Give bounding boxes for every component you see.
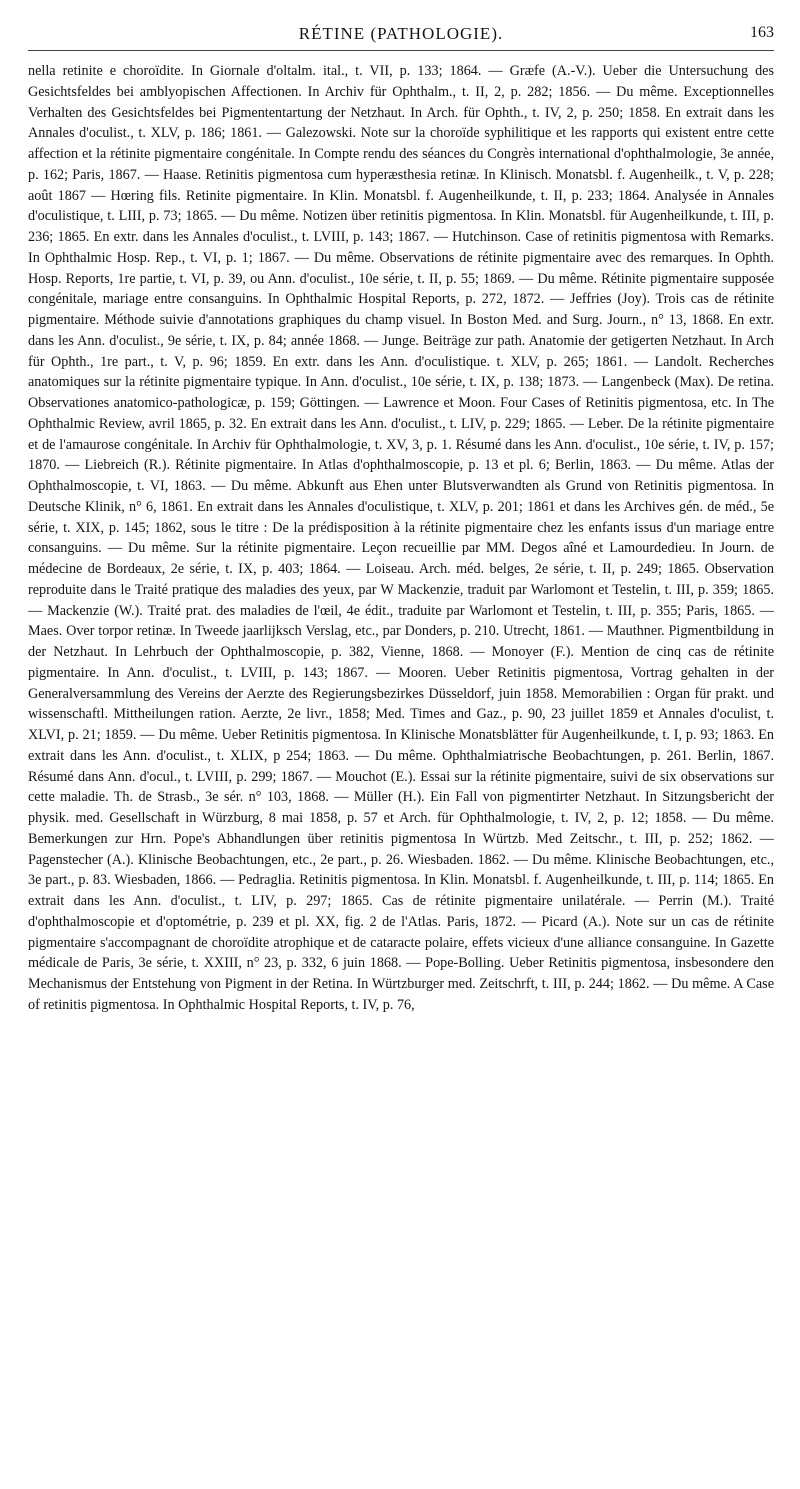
- page-number: 163: [750, 24, 774, 41]
- bibliography-paragraph: nella retinite e choroïdite. In Giornale d'oltalm. ital., t. VII, p. 133; 1864. — Græfe (A.-V.). Ueber die Untersuchung des Gesichtsfeldes bei amblyopischen Affectionen. In Archiv für Ophthalm., t. II, 2, p. 282; 1856. — Du même. Exceptionnelles Verhalten des Gesichtsfeldes bei Pigmententartung der Netzhaut. In Arch. für Ophth., t. IV, 2, p. 250; 1858. En extrait dans les Annales d'oculist., t. XLV, p. 186; 1861. — Galezowski. Note sur la choroïde syphilitique et les rapports qui existent entre cette affection et la rétinite pigmentaire congénitale. In Compte rendu des séances du Congrès international d'ophthalmologie, 3e année, p. 162; Paris, 1867. — Haase. Retinitis pigmentosa cum hyperæsthesia retinæ. In Klinisch. Monatsbl. f. Augenheilk., t. V, p. 228; août 1867 — Hœring fils. Retinite pigmentaire. In Klin. Monatsbl. f. Augenheilkunde, t. II, p. 233; 1864. Analysée in Annales d'oculistique, t. LIII, p. 73; 1865. — Du même. Notizen über retinitis pigmentosa. In Klin. Monatsbl. für Augenheilkunde, t. III, p. 236; 1865. En extr. dans les Annales d'oculist., t. LVIII, p. 143; 1867. — Hutchinson. Case of retinitis pigmentosa with Remarks. In Ophthalmic Hosp. Rep., t. VI, p. 1; 1867. — Du même. Observations de rétinite pigmentaire avec des remarques. In Ophth. Hosp. Reports, 1re partie, t. VI, p. 39, ou Ann. d'oculist., 10e série, t. II, p. 55; 1869. — Du même. Rétinite pigmentaire supposée congénitale, mariage entre consanguins. In Ophthalmic Hospital Reports, p. 272, 1872. — Jeffries (Joy). Trois cas de rétinite pigmentaire. Méthode suivie d'annotations graphiques du champ visuel. In Boston Med. and Surg. Journ., n° 13, 1868. En extr. dans les Ann. d'oculist., 9e série, t. IX, p. 84; année 1868. — Junge. Beiträge zur path. Anatomie der getigerten Netzhaut. In Arch für Ophth., 1re part., t. V, p. 96; 1859. En extr. dans les Ann. d'oculistique. t. XLV, p. 265; 1861. — Landolt. Recherches anatomiques sur la rétinite pigmentaire typique. In Ann. d'oculist., 10e série, t. IX, p. 138; 1873. — Langenbeck (Max). De retina. Observationes anatomico-pathologicæ, p. 159; Göttingen. — Lawrence et Moon. Four Cases of Retinitis pigmentosa, etc. In The Ophthalmic Review, avril 1865, p. 32. En extrait dans les Ann. d'oculist., t. LIV, p. 229; 1865. — Leber. De la rétinite pigmentaire et de l'amaurose congénitale. In Archiv für Ophthalmologie, t. XV, 3, p. 1. Résumé dans les Ann. d'oculist., 10e série, t. IV, p. 157; 1870. — Liebreich (R.). Rétinite pigmentaire. In Atlas d'ophthalmoscopie, p. 13 et pl. 6; Berlin, 1863. — Du même. Atlas der Ophthalmoscopie, t. VI, 1863. — Du même. Abkunft aus Ehen unter Blutsverwandten als Grund von Retinitis pigmentosa. In Deutsche Klinik, n° 6, 1861. En extrait dans les Annales d'oculistique, t. XLV, p. 201; 1861 et dans les Archives gén. de méd., 5e série, t. XIX, p. 145; 1862, sous le titre : De la prédisposition à la rétinite pigmentaire chez les enfants issus d'un mariage entre consanguins. — Du même. Sur la rétinite pigmentaire. Leçon recueillie par MM. Degos aîné et Lamourdedieu. In Journ. de médecine de Bordeaux, 2e série, t. IX, p. 403; 1864. — Loiseau. Arch. méd. belges, 2e série, t. II, p. 249; 1865. Observation reproduite dans le Traité pratique des maladies des yeux, par W Mackenzie, traduit par Warlomont et Testelin, t. III, p. 359; 1865. — Mackenzie (W.). Traité prat. des maladies de l'œil, 4e édit., traduite par Warlomont et Testelin, t. III, p. 355; Paris, 1865. — Maes. Over torpor retinæ. In Tweede jaarlijksch Verslag, etc., par Donders, p. 210. Utrecht, 1861. — Mauthner. Pigmentbildung in der Netzhaut. In Lehrbuch der Ophthalmoscopie, p. 382, Vienne, 1868. — Monoyer (F.). Mention de cinq cas de rétinite pigmentaire. In Ann. d'oculist., t. LVIII, p. 143; 1867. — Mooren. Ueber Retinitis pigmentosa, Vortrag gehalten in der Generalversammlung des Vereins der Aerzte des Regierungsbezirkes Düsseldorf, juin 1858. Memorabilien : Organ für prakt. und wissenschaftl. Mittheilungen ration. Aerzte, 2e livr., 1858; Med. Times and Gaz., p. 90, 23 juillet 1859 et Annales d'oculist, t. XLVI, p. 21; 1859. — Du même. Ueber Retinitis pigmentosa. In Klinische Monatsblätter für Augenheilkunde, t. I, p. 93; 1863. En extrait dans les Ann. d'oculist., t. XLIX, p 254; 1863. — Du même. Ophthalmiatrische Beobachtungen, p. 261. Berlin, 1867. Résumé dans Ann. d'ocul., t. LVIII, p. 299; 1867. — Mouchot (E.). Essai sur la rétinite pigmentaire, suivi de six observations sur cette maladie. Th. de Strasb., 3e sér. n° 103, 1868. — Müller (H.). Ein Fall von pigmentirter Netzhaut. In Sitzungsbericht der physik. med. Gesellschaft in Würzburg, 8 mai 1858, p. 57 et Arch. für Ophthalmologie, t. IV, 2, p. 12; 1858. — Du même. Bemerkungen zur Hrn. Pope's Abhandlungen über retinitis pigmentosa In Würtzb. Med Zeitschr., t. III, p. 252; 1862. — Pagenstecher (A.). Klinische Beobachtungen, etc., 2e part., p. 26. Wiesbaden. 1862. — Du même. Klinische Beobachtungen, etc., 3e part., p. 83. Wiesbaden, 1866. — Pedraglia. Retinitis pigmentosa. In Klin. Monatsbl. f. Augenheilkunde, t. III, p. 114; 1865. En extrait dans les Ann. d'oculist., t. LIV, p. 297; 1865. Cas de rétinite pigmentaire unilatérale. — Perrin (M.). Traité d'ophthalmoscopie et d'optométrie, p. 239 et pl. XX, fig. 2 de l'Atlas. Paris, 1872. — Picard (A.). Note sur un cas de rétinite pigmentaire s'accompagnant de choroïdite atrophique et de cataracte polaire, effets vicieux d'une alliance consanguine. In Gazette médicale de Paris, 3e série, t. XXIII, n° 23, p. 332, 6 juin 1868. — Pope-Bolling. Ueber Retinitis pigmentosa, insbesondere den Mechanismus der Entstehung von Pigment in der Retina. In Würtzburger med. Zeitschrft, t. III, p. 244; 1862. — Du même. A Case of retinitis pigmentosa. In Ophthalmic Hospital Reports, t. IV, p. 76,: [28, 63, 774, 1013]
- bibliography-text: [28, 61, 774, 1016]
- running-title: RÉTINE (PATHOLOGIE).: [298, 24, 504, 43]
- running-header: [28, 24, 774, 51]
